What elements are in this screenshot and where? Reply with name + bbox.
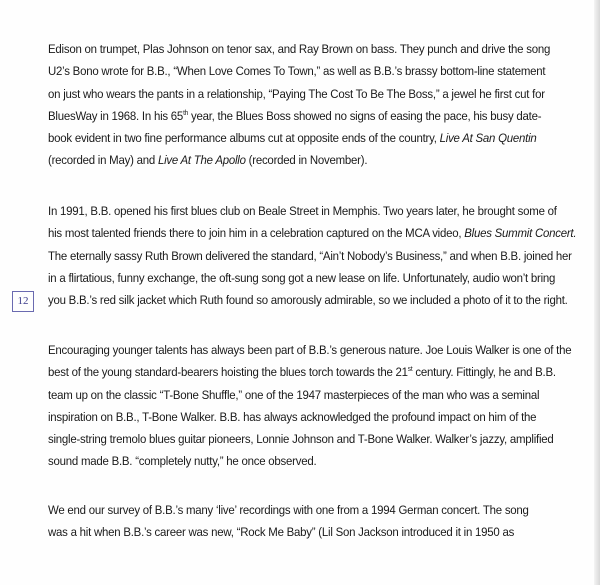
text-span: century. Fittingly, he and B.B. bbox=[412, 365, 556, 380]
album-title: Live At The Apollo bbox=[157, 153, 246, 168]
text-line: U2’s Bono wrote for B.B., “When Love Comes To Town,” as well as B.B.’s brassy bottom-line statement bbox=[48, 64, 546, 79]
text-line: We end our survey of B.B.’s many ‘live’ recordings with one from a 1994 German concert. The song bbox=[48, 503, 529, 517]
paragraph-4 bbox=[48, 499, 546, 544]
paragraph-1 bbox=[48, 38, 551, 172]
text-line: team up on the classic “T-Bone Shuffle,” one of the 1947 masterpieces of the man who was a seminal bbox=[48, 387, 540, 402]
page-number: 12 bbox=[12, 291, 34, 312]
paragraph-3 bbox=[48, 339, 572, 473]
ordinal-suffix: st bbox=[407, 366, 413, 374]
text-span: his most talented friends there to join him in a celebration captured on the MCA video, bbox=[48, 226, 465, 241]
album-title: Live At San Quentin bbox=[439, 131, 537, 146]
text-line: was a hit when B.B.’s career was new, “Rock Me Baby” (Lil Son Jackson introduced it in 1950 as bbox=[48, 525, 515, 540]
paragraph-2 bbox=[48, 200, 577, 311]
text-span: BluesWay in 1968. In his 65 bbox=[48, 108, 184, 123]
text-line bbox=[48, 222, 577, 244]
text-line: single-string tremolo blues guitar pioneers, Lonnie Johnson and T-Bone Walker. Walker’s jazzy, amplified bbox=[48, 432, 554, 447]
text-line: you B.B.’s red silk jacket which Ruth found so amorously admirable, so we included a photo of it to the right. bbox=[48, 293, 568, 308]
text-line: In 1991, B.B. opened his first blues club on Beale Street in Memphis. Two years later, he brought some of bbox=[48, 204, 557, 218]
text-line bbox=[48, 361, 556, 383]
text-line bbox=[48, 105, 546, 127]
text-line: Edison on trumpet, Plas Johnson on tenor sax, and Ray Brown on bass. They punch and drive the song bbox=[48, 42, 551, 56]
text-span: (recorded in November). bbox=[245, 153, 368, 168]
ordinal-suffix: th bbox=[183, 109, 189, 117]
video-title: Blues Summit Concert. bbox=[464, 226, 577, 241]
text-line: Encouraging younger talents has always been part of B.B.’s generous nature. Joe Louis Walker is one of the bbox=[48, 343, 572, 357]
page-edge-shadow bbox=[594, 0, 600, 585]
text-line: The eternally sassy Ruth Brown delivered the standard, “Ain’t Nobody’s Business,” and when B.B. joined her bbox=[48, 248, 572, 263]
text-line bbox=[48, 149, 546, 171]
text-span: best of the young standard-bearers hoisting the blues torch towards the 21 bbox=[48, 365, 408, 380]
text-line: on just who wears the pants in a relationship, “Paying The Cost To Be The Boss,” a jewel he first cut for bbox=[48, 86, 545, 101]
text-line: in a flirtatious, funny exchange, the oft-sung song got a new lease on life. Unfortunately, audio won’t bring bbox=[48, 270, 556, 285]
text-line bbox=[48, 127, 546, 149]
text-span: year, the Blues Boss showed no signs of easing the pace, his busy date- bbox=[188, 108, 542, 123]
text-span: book evident in two fine performance albums cut at opposite ends of the country, bbox=[48, 131, 440, 146]
text-span: (recorded in May) and bbox=[48, 153, 158, 168]
text-line: inspiration on B.B., T-Bone Walker. B.B. has always acknowledged the profound impact on him of the bbox=[48, 409, 537, 424]
text-line: sound made B.B. “completely nutty,” he once observed. bbox=[48, 454, 317, 469]
